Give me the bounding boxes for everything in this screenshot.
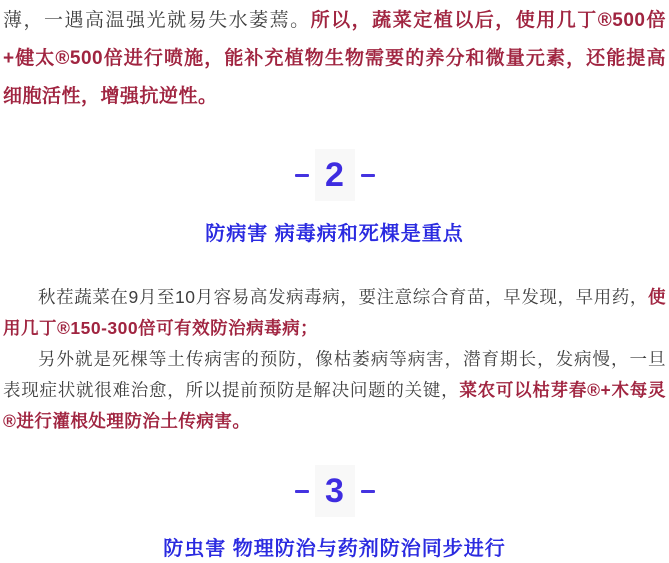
dash-right-decoration [361,490,375,493]
paragraph-disease-virus-emphasis-text: 使用几丁®150-300倍可有效防治病毒病； [3,287,666,338]
paragraph-disease-virus-normal-text: 秋茬蔬菜在9月至10月容易高发病毒病，要注意综合育苗，早发现，早用药， [38,287,648,307]
dash-left-decoration [295,174,309,177]
paragraph-soil-disease [3,344,666,437]
section-2-heading: 防病害 病毒病和死棵是重点 [205,223,464,245]
section-3-number: 3 [325,472,344,510]
paragraph-intro-normal-text: 薄，一遇高温强光就易失水萎蔫。 [3,10,311,31]
dash-right-decoration [361,174,375,177]
paragraph-intro-emphasis-text: 所以，蔬菜定植以后，使用几丁®500倍+健太®500倍进行喷施，能补充植物生物需要的养分和微量元素，还能提高细胞活性，增强抗逆性。 [3,10,666,107]
paragraph-soil-disease-emphasis-text: 菜农可以枯芽春®+木每灵®进行灌根处理防治土传病害。 [3,380,666,431]
section-2-number: 2 [325,156,344,194]
paragraph-intro [3,2,666,116]
section-2-divider [3,149,666,201]
section-3-divider [3,465,666,517]
paragraph-disease-virus [3,282,666,344]
section-3-number-box [315,465,355,517]
section-3-heading: 防虫害 物理防治与药剂防治同步进行 [163,538,506,560]
dash-left-decoration [295,490,309,493]
paragraph-soil-disease-normal-text: 另外就是死棵等土传病害的预防，像枯萎病等病害，潜育期长，发病慢，一旦表现症状就很难治愈，所以提前预防是解决问题的关键， [3,349,666,400]
section-2-number-box [315,149,355,201]
